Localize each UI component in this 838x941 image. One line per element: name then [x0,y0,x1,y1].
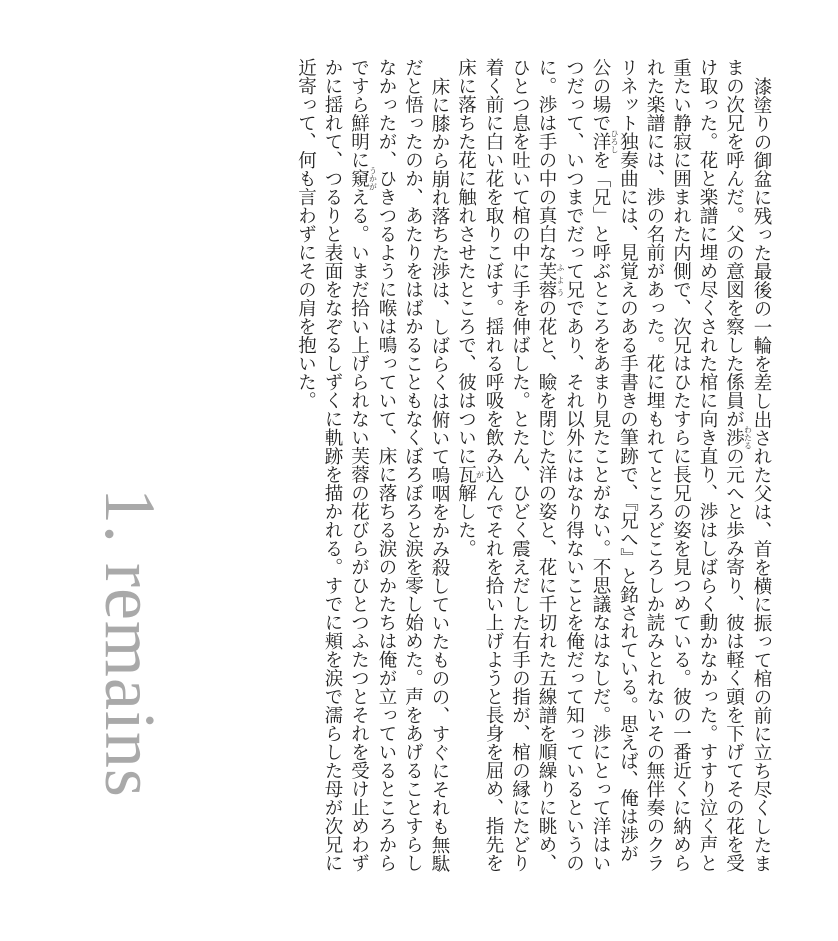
text-run: の元へと歩み寄り、彼は軽く頭を下げてその花を受け取った。花と楽譜に埋め尽くされた棺に向き直り、渉はしばらく動かなかった。すすり泣く声と重たい静寂に囲まれた内側で、次兄はひたすらに長兄の姿を見つめている。彼の一番近くに納められた楽譜には、渉の名前があった。花に埋もれてところどころしか読みとれないその無伴奏のクラリネット独奏曲には、見覚えのある手書きの筆跡で、『兄へ』と銘されている。思えば、俺は渉が公の場で [590,58,745,872]
ruby-base: 窺 [348,166,370,191]
ruby-base: 瓦 [455,465,477,484]
ruby-annotation [723,425,753,450]
text-run: える。いまだ拾い上げられない芙蓉の花びらがひとつふたつとそれを受け止めわずかに揺れて、つるりと表面をなぞるしずくに軌跡を描かれる。すでに頬を涙で濡らした母が次兄に近寄って、何も言わずにその肩を抱いた。 [295,58,370,872]
ruby-reading: が [475,465,485,484]
ruby-reading: ふよう [556,261,565,299]
ruby-reading: うかが [368,166,378,191]
novel-body-text [192,58,774,878]
text-run: を「兄」と呼ぶところをあまり見たことがない。不思議なはなしだ。渉にとって洋はいつだって、いつまでだって兄であり、それ以外にはなり得ないことを俺だって知っているというのに。渉は手の中の真白な [536,58,611,872]
ruby-reading: ひろし [610,129,619,154]
ruby-annotation [455,465,485,484]
text-run: の花と、瞼を閉じた洋の姿と、花に千切れた五線譜を順繰りに眺め、ひとつ息を吐いて棺の中に手を伸ばした。とたん、ひどく震えだした右手の指が、棺の縁にたどり着く前に白い花を取りこぼす。揺れる呼吸を飲み込んでそれを拾い上げようと長身を屈め、指先を床に落ちた花に触れさせたところで、彼はついに [455,58,557,872]
paragraph [292,58,452,878]
ruby-annotation [590,129,619,154]
ruby-base: 渉 [723,425,745,450]
ruby-reading: わたる [743,425,753,450]
ruby-base: 洋 [590,129,611,154]
chapter-heading: 1. remains [90,488,170,798]
text-run: 床に膝から崩れ落ちた渉は、しばらくは俯いて嗚咽をかみ殺していたものの、すぐにそれも無駄だと悟ったのか、あたりをはばかることもなくぼろぼろと涙を零し始めた。声をあげることすらしなかったが、ひきつるように喉は鳴っていて、床に落ちる涙のかたちは俺が立っているところからですら鮮明に [348,58,450,872]
ruby-annotation [536,261,565,299]
text-run: 解した。 [455,483,477,558]
ruby-base: 芙蓉 [536,261,557,299]
ruby-annotation [348,166,378,191]
paragraph [452,58,774,878]
text-run: 漆塗りの御盆に残った最後の一輪を差し出された父は、首を横に振って棺の前に立ち尽くしたままの次兄を呼んだ。父の意図を察した係員が [723,58,772,872]
